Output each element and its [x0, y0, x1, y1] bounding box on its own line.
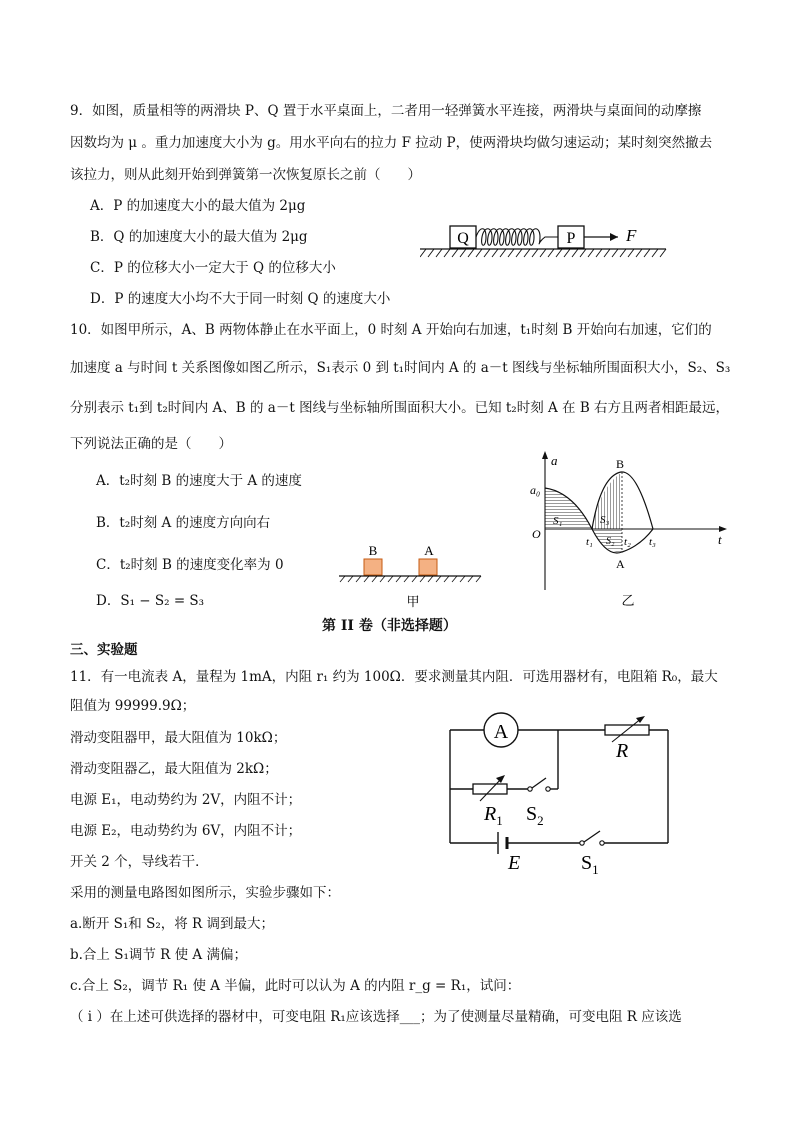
yi-s1-label: S₁: [553, 515, 563, 527]
yi-a0-label: a₀: [530, 483, 541, 497]
q11-line-1: 11．有一电流表 A，量程为 1mA，内阻 r₁ 约为 100Ω．要求测量其内阻．可选用器材有，电阻箱 R₀，最大: [70, 669, 718, 685]
yi-s3-label: S₃: [600, 514, 610, 526]
ammeter-label: A: [493, 721, 509, 743]
q9-option-c: C．P 的位移大小一定大于 Q 的位移大小: [90, 260, 336, 276]
q11-step-a: a.断开 S₁和 S₂，将 R 调到最大；: [70, 916, 274, 932]
jia-block-b: [364, 559, 382, 575]
q9-option-a: A．P 的加速度大小的最大值为 2μg: [90, 198, 306, 214]
q10-option-d: D．S₁ − S₂ = S₃: [96, 593, 205, 609]
yi-t3-label: t₃: [649, 536, 656, 548]
q9-line-2: 因数均为 μ 。重力加速度大小为 g。用水平向右的拉力 F 拉动 P，使两滑块均做匀速运动；某时刻突然撤去: [70, 135, 713, 151]
resistor-r1-label: $R_1$: [484, 803, 503, 828]
q11-sub-i: （ i ）在上述可供选择的器材中，可变电阻 R₁应该选择___；为了使测量尽量精确，可变电阻 R 应该选: [70, 1009, 682, 1025]
q11-line-2: 阻值为 99999.9Ω；: [70, 698, 196, 714]
section-3-title: 三、实验题: [70, 642, 138, 658]
q10-figure-jia: [335, 540, 485, 610]
yi-t2-label: t₂: [624, 536, 631, 548]
jia-ground-hatch: [340, 576, 481, 582]
q11-line-3: 滑动变阻器甲，最大阻值为 10kΩ；: [70, 730, 287, 746]
block-q-label: Q: [457, 230, 469, 247]
q10-line-2: 加速度 a 与时间 t 关系图像如图乙所示，S₁表示 0 到 t₁时间内 A 的 a－t 图线与坐标轴所围面积大小，S₂、S₃: [70, 360, 731, 376]
jia-caption: 甲: [406, 594, 420, 609]
yi-caption: 乙: [621, 593, 635, 608]
q9-option-d: D．P 的速度大小均不大于同一时刻 Q 的速度大小: [90, 291, 391, 307]
q11-circuit-diagram: [440, 708, 680, 878]
yi-a-axis-label: a: [551, 453, 558, 468]
q9-ground-hatch: [420, 249, 666, 257]
q10-option-c: C．t₂时刻 B 的速度变化率为 0: [96, 557, 284, 573]
battery-label: E: [508, 852, 521, 874]
switch-s1-left: [580, 841, 584, 845]
q10-line-3: 分别表示 t₁到 t₂时间内 A、B 的 a－t 图线与坐标轴所围面积大小。已知 t₂时刻 A 在 B 右方且两者相距最远，: [70, 400, 730, 416]
q10-line-4: 下列说法正确的是（ ）: [70, 436, 232, 452]
q9-option-b: B．Q 的加速度大小的最大值为 2μg: [90, 229, 308, 245]
q10-line-1: 10．如图甲所示，A、B 两物体静止在水平面上，0 时刻 A 开始向右加速，t₁时刻 B 开始向右加速，它们的: [70, 322, 712, 338]
switch-s1-label: $S_1$: [581, 852, 599, 877]
block-p-label: P: [566, 230, 576, 247]
switch-s1-blade: [584, 831, 600, 842]
q11-line-6: 电源 E₂，电动势约为 6V，内阻不计；: [70, 823, 302, 839]
switch-s2-blade: [532, 778, 546, 788]
resistor-r1: [473, 784, 507, 794]
q9-line-3: 该拉力，则从此刻开始到弹簧第一次恢复原长之前（ ）: [70, 167, 421, 183]
section-2-title: 第 II 卷（非选择题）: [322, 618, 457, 634]
jia-block-a: [419, 559, 437, 575]
q11-line-8: 采用的测量电路图如图所示，实验步骤如下：: [70, 885, 340, 901]
q10-figure-yi: [525, 448, 745, 608]
q11-line-4: 滑动变阻器乙，最大阻值为 2kΩ；: [70, 761, 278, 777]
q9-line-1: 9．如图，质量相等的两滑块 P、Q 置于水平桌面上，二者用一轻弹簧水平连接，两滑块与桌面间的动摩擦: [70, 103, 702, 119]
q11-step-c: c.合上 S₂，调节 R₁ 使 A 半偏，此时可以认为 A 的内阻 r_g = R₁，试问：: [70, 978, 521, 994]
jia-block-a-label: A: [424, 543, 434, 558]
resistor-r1-arrowhead: [496, 775, 505, 783]
q10-option-b: B．t₂时刻 A 的速度方向向右: [96, 515, 271, 531]
force-arrowhead: [610, 233, 618, 241]
yi-t-axis-label: t: [718, 532, 722, 547]
spring: [476, 229, 558, 246]
q10-option-a: A．t₂时刻 B 的速度大于 A 的速度: [96, 473, 302, 489]
yi-s2-label: S₂: [606, 536, 615, 547]
switch-s2-left: [528, 787, 532, 791]
q11-step-b: b.合上 S₁调节 R 使 A 满偏；: [70, 947, 247, 963]
q11-line-5: 电源 E₁，电动势约为 2V，内阻不计；: [70, 792, 302, 808]
switch-s2-label: $S_2$: [526, 803, 544, 828]
yi-b-label: B: [616, 457, 625, 471]
q9-spring-figure: [420, 222, 670, 260]
jia-block-b-label: B: [368, 543, 378, 558]
resistor-r-label: R: [616, 740, 629, 762]
force-label: F: [626, 226, 637, 245]
switch-s1-right: [600, 841, 604, 845]
yi-t1-label: t₁: [586, 536, 593, 548]
switch-s2-right: [546, 787, 550, 791]
yi-origin-label: O: [532, 527, 541, 541]
yi-a-axis-arrow: [542, 451, 548, 459]
q11-line-7: 开关 2 个，导线若干．: [70, 854, 209, 870]
yi-a-label: A: [616, 557, 625, 571]
